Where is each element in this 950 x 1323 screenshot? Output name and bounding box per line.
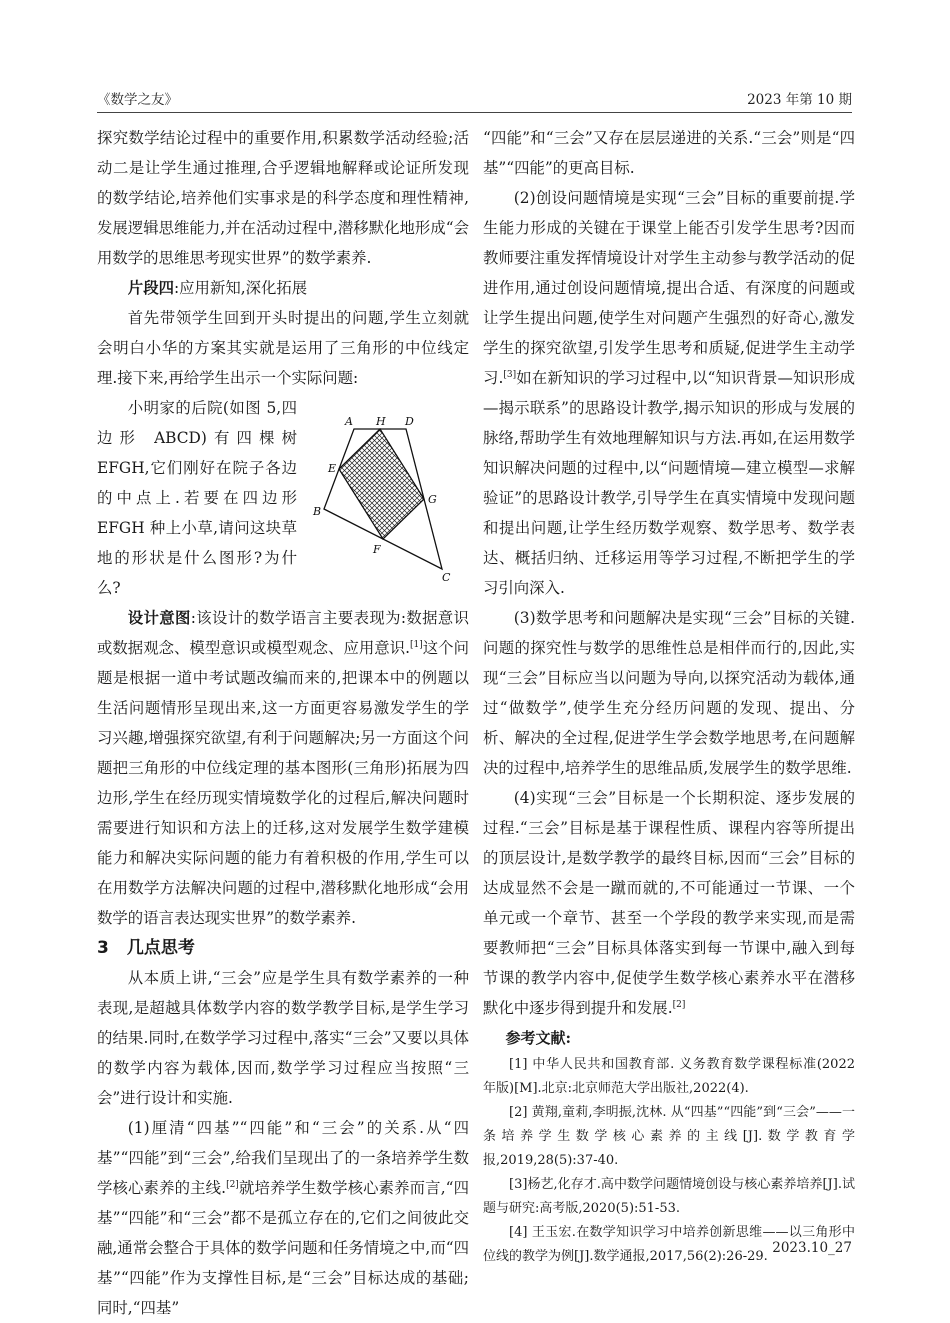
text-run: (2)创设问题情境是实现“三会”目标的重要前提.学生能力形成的关键在于课堂上能否引发学生思考?因而教师要注重发挥情境设计对学生主动参与教学活动的促进作用,通过创设问题情境,提出合适、有深度的问题或让学生提出问题,使学生对问题产生强烈的好奇心,激发学生的探究欲望,引发学生思考和质疑,促进学生主动学习. [483,189,855,387]
references-heading: 参考文献: [505,1029,572,1047]
section-heading [97,933,469,963]
segment-title: :应用新知,深化拓展 [173,279,308,297]
text-run: (1)厘清“四基”“四能”和“三会”的关系.从“四基”“四能”到“三会”,给我们呈现出了的一条培养学生数学核心素养的主线. [97,1119,469,1197]
header-rule [97,112,852,113]
citation: [2] [226,1179,239,1190]
left-column [97,123,469,1323]
journal-name: 《数学之友》 [97,92,178,108]
label-h: H [376,415,386,428]
paragraph [483,183,855,603]
reference-item: [1] 中华人民共和国教育部. 义务教育数学课程标准(2022 年版)[M].北京:北京师范大学出版社,2022(4). [483,1057,855,1096]
figure-5 [297,393,469,584]
right-column [483,123,855,1269]
paragraph: 从本质上讲,“三会”应是学生具有数学素养的一种表现,是超越具体数学内容的数学教学目标,是学生学习的结果.同时,在数学学习过程中,落实“三会”又要以具体的数学内容为载体,因而,数学学习过程应当按照“三会”进行设计和实施. [97,969,469,1107]
text-run: :该设计的数学语言主要表现为:数据意识或数据观念、模型意识或模型观念、应用意识. [97,609,469,657]
quadrilateral-diagram [297,393,469,584]
paragraph: (3)数学思考和问题解决是实现“三会”目标的关键.问题的探究性与数学的思维性总是相伴而行的,因此,实现“三会”目标应当以问题为导向,以探究活动为载体,通过“做数学”,使学生充分经历问题的发现、提出、分析、解决的全过程,促进学生学会数学地思考,在问题解决的过程中,培养学生的思维品质,发展学生的数学思维. [483,609,855,777]
issue-label: 2023 年第 10 期 [747,92,852,108]
paragraph [97,1113,469,1323]
citation: [3] [503,369,517,380]
label-b: B [313,505,322,518]
reference-item: [3]杨艺,化存才.高中数学问题情境创设与核心素养培养[J].试题与研究:高考版,2020(5):51-53. [483,1177,855,1216]
text-run: (4)实现“三会”目标是一个长期积淀、逐步发展的过程.“三会”目标是基于课程性质、课程内容等所提出的顶层设计,是数学教学的最终目标,因而“三会”目标的达成显然不会是一蹴而就的,不可能通过一节课、一个单元或一个章节、甚至一个学段的教学来实现,而是需要教师把“三会”目标具体落实到每一节课中,融入到每节课的教学内容中,促使学生数学核心素养水平在潜移默化中逐步得到提升和发展. [483,789,855,1017]
label-c: C [442,571,451,584]
section-title: 几点思考 [126,938,195,958]
reference-item: [2] 黄翔,童莉,李明振,沈林. 从“四基”“四能”到“三会”——一条培养学生数学核心素养的主线[J].数学教育学报,2019,28(5):37-40. [483,1105,855,1168]
paragraph: 首先带领学生回到开头时提出的问题,学生立刻就会明白小华的方案其实就是运用了三角形的中位线定理.接下来,再给学生出示一个实际问题: [97,309,469,387]
label-d: D [405,415,414,428]
paragraph: 探究数学结论过程中的重要作用,积累数学活动经验;活动二是让学生通过推理,合乎逻辑地解释或论证所发现的数学结论,培养他们实事求是的科学态度和理性精神,发展逻辑思维能力,并在活动过程中,潜移默化地形成“会用数学的思维思考现实世界”的数学素养. [97,129,469,267]
label-g: G [428,493,437,506]
text-run: 这个问题是根据一道中考试题改编而来的,把课本中的例题以生活问题情形呈现出来,这一方面更容易激发学生的学习兴趣,增强探究欲望,有利于问题解决;另一方面这个问题把三角形的中位线定理的基本图形(三角形)拓展为四边形,学生在经历现实情境数学化的过程后,解决问题时需要进行知识和方法上的迁移,这对发展学生数学建模能力和解决实际问题的能力有着积极的作用,学生可以在用数学方法解决问题的过程中,潜移默化地形成“会用数学的语言表达现实世界”的数学素养. [97,639,469,927]
section-number: 3 [97,938,109,958]
design-intent-label: 设计意图 [127,609,191,627]
citation: [1] [410,639,423,650]
problem-text: 小明家的后院(如图 5,四边形 ABCD)有四棵树 EFGH,它们刚好在院子各边的中点上.若要在四边形 EFGH 种上小草,请问这块草地的形状是什么图形?为什么? [97,399,297,597]
paragraph: “四能”和“三会”又存在层层递进的关系.“三会”则是“四基”“四能”的更高目标. [483,129,855,177]
text-run: 如在新知识的学习过程中,以“知识背景—知识形成—揭示联系”的思路设计教学,揭示知识的形成与发展的脉络,帮助学生有效地理解知识与方法.再如,在运用数学知识解决问题的过程中,以“问题情境—建立模型—求解验证”的思路设计教学,引导学生在真实情境中发现问题和提出问题,让学生经历数学观察、数学思考、数学表达、概括归纳、迁移运用等学习过程,不断把学生的学习引向深入. [483,369,855,597]
citation: [2] [672,999,686,1010]
label-f: F [373,543,381,556]
segment-label: 片段四 [127,279,174,297]
reference-item: [4] 王玉宏.在数学知识学习中培养创新思维——以三角形中位线的教学为例[J].数学通报,2017,56(2):26-29. [483,1225,855,1264]
paragraph [483,783,855,1023]
label-a: A [345,415,353,428]
paragraph [97,603,469,933]
problem-with-figure [97,393,469,603]
segment-heading [97,273,469,303]
label-e: E [328,462,337,475]
page-number: 2023.10_27 [772,1240,852,1256]
text-run: 就培养学生数学核心素养而言,“四基”“四能”和“三会”都不是孤立存在的,它们之间彼此交融,通常会整合于具体的数学问题和任务情境之中,而“四基”“四能”作为支撑性目标,是“三会”目标达成的基础;同时,“四基” [97,1179,469,1317]
